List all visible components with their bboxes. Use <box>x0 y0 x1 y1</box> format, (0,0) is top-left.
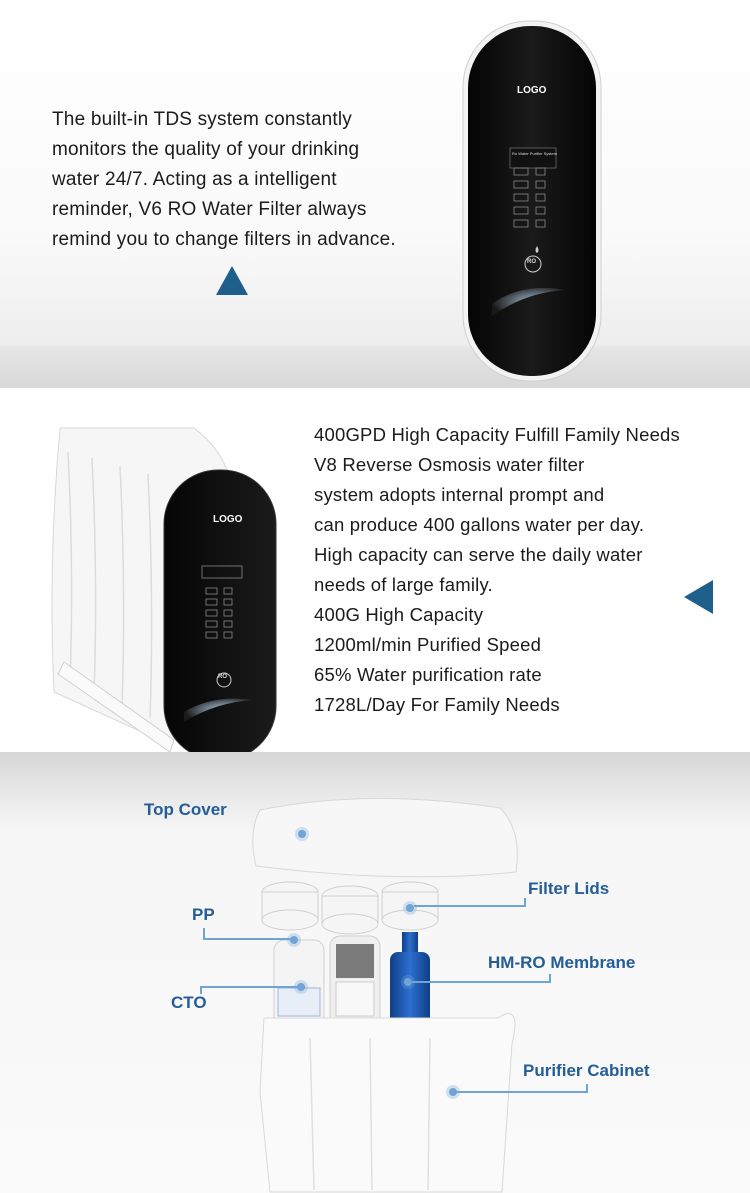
top-cover-dot <box>298 830 306 838</box>
up-triangle-icon <box>216 266 248 296</box>
capacity-line: can produce 400 gallons water per day. <box>314 514 645 535</box>
label-pp: PP <box>192 905 215 924</box>
capacity-line: 400G High Capacity <box>314 604 484 625</box>
filter-lids-leader <box>524 898 526 907</box>
ro-badge: RO <box>218 674 227 680</box>
tds-line: water 24/7. Acting as a intelligent <box>52 169 337 190</box>
label-hm-ro-membrane: HM-RO Membrane <box>488 953 636 972</box>
label-top-cover: Top Cover <box>144 800 227 819</box>
tds-line: reminder, V6 RO Water Filter always <box>52 199 367 220</box>
capacity-line: V8 Reverse Osmosis water filter <box>314 454 585 475</box>
capacity-line: High capacity can serve the daily water <box>314 544 643 565</box>
capacity-line: 1200ml/min Purified Speed <box>314 634 542 655</box>
filter-lids-leader <box>414 905 524 907</box>
capacity-line: 1728L/Day For Family Needs <box>314 694 560 715</box>
capacity-section <box>0 388 750 752</box>
panel-title: Ro Water Purifier System <box>512 151 557 156</box>
cabinet-leader <box>586 1084 588 1093</box>
tds-line: monitors the quality of your drinking <box>52 139 360 160</box>
label-purifier-cabinet: Purifier Cabinet <box>523 1061 650 1080</box>
capacity-line: system adopts internal prompt and <box>314 484 605 505</box>
exploded-view-section <box>0 752 750 1193</box>
tds-description <box>52 105 396 255</box>
filter-lids-dot <box>406 904 414 912</box>
device-logo: LOGO <box>517 85 547 96</box>
tds-section <box>0 0 750 388</box>
cto-dot <box>297 983 305 991</box>
tds-line: remind you to change filters in advance. <box>52 229 396 250</box>
label-filter-lids: Filter Lids <box>528 879 610 898</box>
shelf <box>0 346 750 388</box>
tds-line: The built-in TDS system constantly <box>52 109 353 130</box>
ro-badge: RO <box>527 259 536 265</box>
purifier-front-panel <box>462 20 602 382</box>
pp-dot <box>290 936 298 944</box>
cto-leader <box>200 986 298 988</box>
pp-leader <box>203 938 291 940</box>
hm-ro-leader <box>412 981 550 983</box>
cabinet-dot <box>449 1088 457 1096</box>
hm-ro-leader <box>549 974 551 983</box>
capacity-line: needs of large family. <box>314 574 493 595</box>
capacity-line: 400GPD High Capacity Fulfill Family Needs <box>314 424 680 445</box>
purifier-side-view <box>44 422 284 752</box>
cabinet-leader <box>457 1091 587 1093</box>
capacity-line: 65% Water purification rate <box>314 664 542 685</box>
left-triangle-icon <box>684 580 714 614</box>
device-logo: LOGO <box>213 514 243 525</box>
exploded-purifier-illustration <box>250 792 540 1193</box>
label-cto: CTO <box>171 993 207 1012</box>
hm-ro-dot <box>404 978 412 986</box>
capacity-description <box>314 420 680 720</box>
